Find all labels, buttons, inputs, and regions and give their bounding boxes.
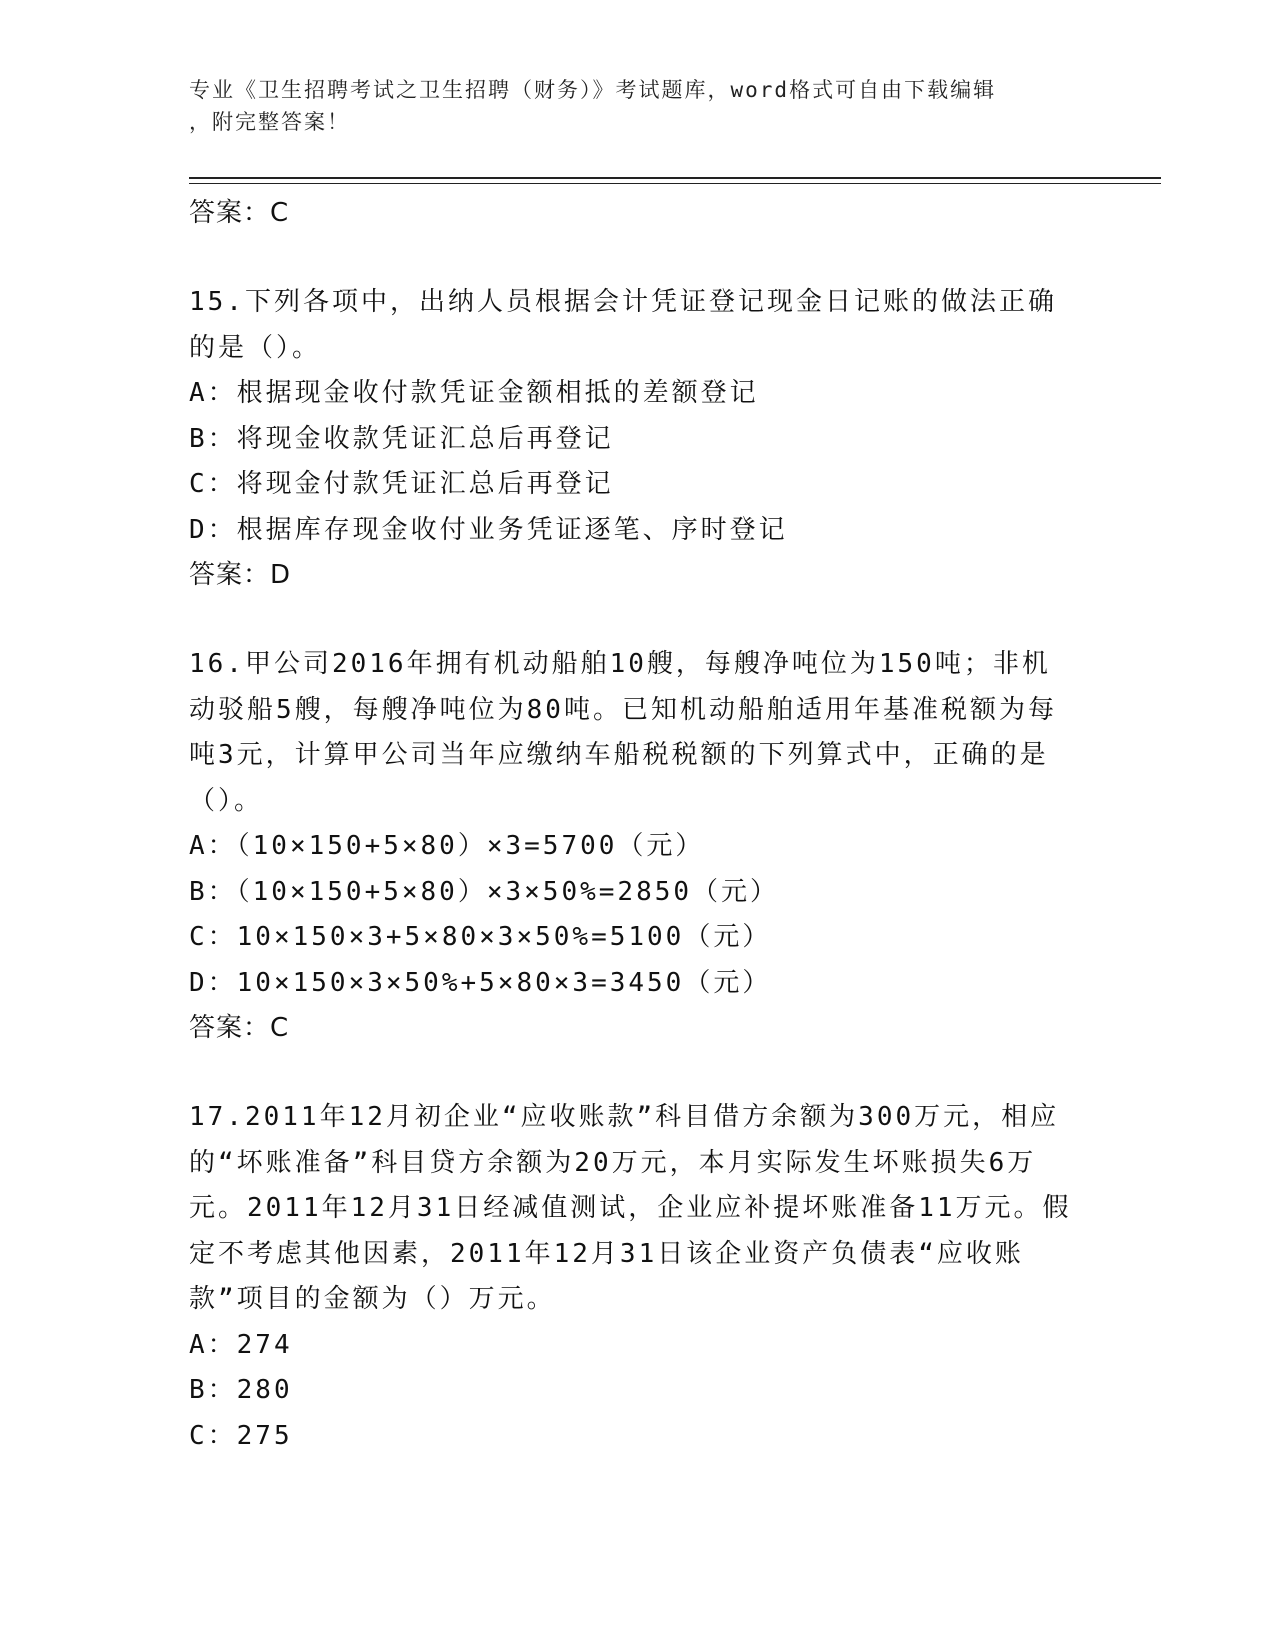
header-title-line-1: 专业《卫生招聘考试之卫生招聘（财务）》考试题库，word格式可自由下载编辑 bbox=[189, 78, 997, 102]
question-17-text: 17.2011年12月初企业“应收账款”科目借方余额为300万元，相应的“坏账准备”科目贷方余额为20万元，本月实际发生坏账损失6万元。2011年12月31日经减值测试，企业应补提坏账准备11万元。假定不考虑其他因素，2011年12月31日该企业资产负债表“应收账款”项目的金额为（）万元。 bbox=[189, 1102, 1072, 1314]
header-rule-thin bbox=[189, 183, 1161, 184]
answer-16: 答案：C bbox=[189, 1013, 290, 1043]
question-17-option-a: A：274 bbox=[189, 1329, 293, 1360]
question-17-option-c: C：275 bbox=[189, 1420, 293, 1451]
question-16-option-a: A：（10×150+5×80）×3=5700（元） bbox=[189, 831, 705, 861]
answer-15: 答案：D bbox=[189, 560, 292, 590]
question-15-option-a: A：根据现金收付款凭证金额相抵的差额登记 bbox=[189, 378, 759, 408]
spacer bbox=[189, 1050, 1089, 1095]
question-15-option-b: B：将现金收款凭证汇总后再登记 bbox=[189, 423, 614, 454]
question-16-text: 16.甲公司2016年拥有机动船舶10艘，每艘净吨位为150吨；非机动驳船5艘，每艘净吨位为80吨。已知机动船舶适用年基准税额为每吨3元，计算甲公司当年应缴纳车船税税额的下列算式中，正确的是（）。 bbox=[189, 649, 1057, 816]
answer-14: 答案：C bbox=[189, 198, 290, 228]
question-15 bbox=[189, 280, 1089, 597]
question-16-option-b: B：（10×150+5×80）×3×50%=2850（元） bbox=[189, 876, 780, 907]
header-rule-thick bbox=[189, 177, 1161, 179]
question-15-option-d: D：根据库存现金收付业务凭证逐笔、序时登记 bbox=[189, 514, 788, 545]
spacer bbox=[189, 235, 1089, 280]
document-header bbox=[189, 74, 1069, 138]
header-title-line-2: ，附完整答案！ bbox=[189, 110, 350, 134]
question-16-option-c: C：10×150×3+5×80×3×50%=5100（元） bbox=[189, 922, 772, 952]
question-15-text: 15.下列各项中，出纳人员根据会计凭证登记现金日记账的做法正确的是（）。 bbox=[189, 287, 1057, 363]
question-16-option-d: D：10×150×3×50%+5×80×3=3450（元） bbox=[189, 967, 772, 998]
question-16 bbox=[189, 642, 1089, 1050]
question-15-option-c: C：将现金付款凭证汇总后再登记 bbox=[189, 469, 614, 499]
question-17 bbox=[189, 1095, 1089, 1459]
question-list bbox=[189, 191, 1089, 1459]
spacer bbox=[189, 597, 1089, 642]
question-17-option-b: B：280 bbox=[189, 1375, 293, 1405]
